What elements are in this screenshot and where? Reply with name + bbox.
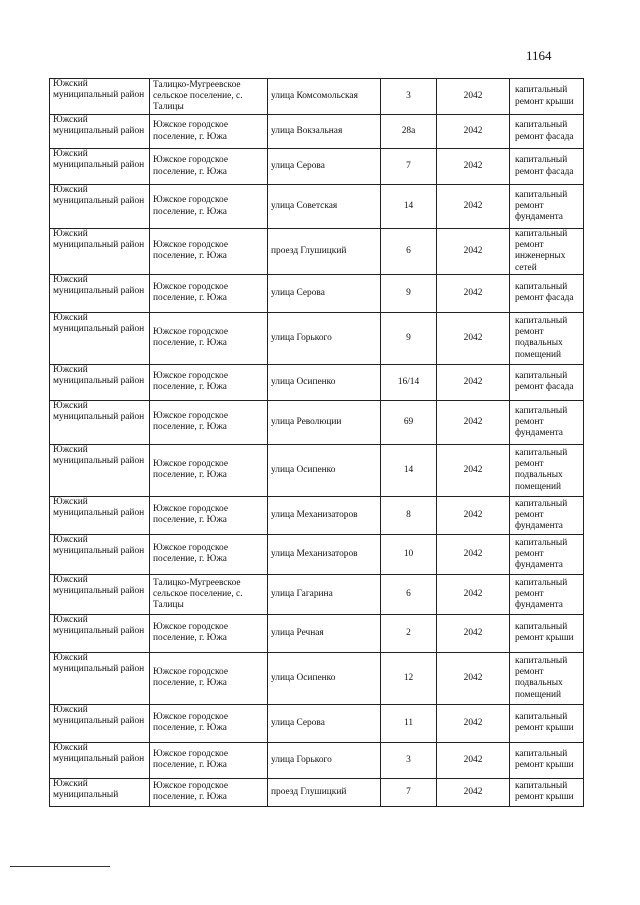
settlement-cell: Южское городское поселение, г. Южа xyxy=(150,742,268,778)
work-type-cell: капитальный ремонт крыши xyxy=(510,778,584,806)
work-type-cell: капитальный ремонт крыши xyxy=(510,79,584,115)
district-cell: Южский муниципальный район xyxy=(50,652,150,704)
house-number-cell: 3 xyxy=(381,79,437,115)
street-cell: проезд Глушицкий xyxy=(268,229,381,275)
table-row xyxy=(50,652,584,704)
house-number-cell: 7 xyxy=(381,149,437,185)
year-cell: 2042 xyxy=(437,149,510,185)
settlement-cell: Южское городское поселение, г. Южа xyxy=(150,704,268,742)
year-cell: 2042 xyxy=(437,400,510,444)
table-row xyxy=(50,312,584,364)
district-cell: Южский муниципальный район xyxy=(50,149,150,185)
page-number: 1164 xyxy=(526,48,552,63)
table-row xyxy=(50,115,584,149)
settlement-cell: Южское городское поселение, г. Южа xyxy=(150,400,268,444)
table-row xyxy=(50,444,584,496)
house-number-cell: 8 xyxy=(381,496,437,534)
year-cell: 2042 xyxy=(437,652,510,704)
work-type-cell: капитальный ремонт крыши xyxy=(510,742,584,778)
district-cell: Южский муниципальный район xyxy=(50,614,150,652)
settlement-cell: Южское городское поселение, г. Южа xyxy=(150,444,268,496)
year-cell: 2042 xyxy=(437,778,510,806)
district-cell: Южский муниципальный район xyxy=(50,534,150,574)
table-row xyxy=(50,778,584,806)
street-cell: улица Механизаторов xyxy=(268,496,381,534)
table-row xyxy=(50,400,584,444)
street-cell: улица Комсомольская xyxy=(268,79,381,115)
district-cell: Южский муниципальный xyxy=(50,778,150,806)
year-cell: 2042 xyxy=(437,364,510,400)
house-number-cell: 6 xyxy=(381,229,437,275)
house-number-cell: 2 xyxy=(381,614,437,652)
settlement-cell: Южское городское поселение, г. Южа xyxy=(150,149,268,185)
district-cell: Южский муниципальный район xyxy=(50,400,150,444)
house-number-cell: 11 xyxy=(381,704,437,742)
year-cell: 2042 xyxy=(437,496,510,534)
street-cell: улица Механизаторов xyxy=(268,534,381,574)
year-cell: 2042 xyxy=(437,274,510,312)
year-cell: 2042 xyxy=(437,704,510,742)
settlement-cell: Южское городское поселение, г. Южа xyxy=(150,312,268,364)
house-number-cell: 9 xyxy=(381,274,437,312)
year-cell: 2042 xyxy=(437,115,510,149)
work-type-cell: капитальный ремонт фундамента xyxy=(510,185,584,229)
work-type-cell: капитальный ремонт фасада xyxy=(510,364,584,400)
year-cell: 2042 xyxy=(437,574,510,614)
table-row xyxy=(50,574,584,614)
street-cell: улица Советская xyxy=(268,185,381,229)
district-cell: Южский муниципальный район xyxy=(50,444,150,496)
table-row xyxy=(50,704,584,742)
district-cell: Южский муниципальный район xyxy=(50,312,150,364)
district-cell: Южский муниципальный район xyxy=(50,229,150,275)
year-cell: 2042 xyxy=(437,614,510,652)
work-type-cell: капитальный ремонт фасада xyxy=(510,149,584,185)
work-type-cell: капитальный ремонт подвальных помещений xyxy=(510,652,584,704)
district-cell: Южский муниципальный район xyxy=(50,274,150,312)
footnote-separator xyxy=(10,866,110,867)
table-row xyxy=(50,534,584,574)
work-type-cell: капитальный ремонт фундамента xyxy=(510,534,584,574)
table-row xyxy=(50,742,584,778)
year-cell: 2042 xyxy=(437,185,510,229)
table-row xyxy=(50,229,584,275)
street-cell: улица Горького xyxy=(268,742,381,778)
district-cell: Южский муниципальный район xyxy=(50,364,150,400)
year-cell: 2042 xyxy=(437,229,510,275)
table-row xyxy=(50,79,584,115)
house-number-cell: 12 xyxy=(381,652,437,704)
settlement-cell: Южское городское поселение, г. Южа xyxy=(150,614,268,652)
table-row xyxy=(50,364,584,400)
house-number-cell: 10 xyxy=(381,534,437,574)
settlement-cell: Талицко-Мугреевское сельское поселение, с. Талицы xyxy=(150,574,268,614)
house-number-cell: 9 xyxy=(381,312,437,364)
work-type-cell: капитальный ремонт подвальных помещений xyxy=(510,444,584,496)
work-type-cell: капитальный ремонт фасада xyxy=(510,274,584,312)
district-cell: Южский муниципальный район xyxy=(50,574,150,614)
street-cell: проезд Глушицкий xyxy=(268,778,381,806)
year-cell: 2042 xyxy=(437,742,510,778)
settlement-cell: Южское городское поселение, г. Южа xyxy=(150,229,268,275)
table-row xyxy=(50,496,584,534)
district-cell: Южский муниципальный район xyxy=(50,185,150,229)
street-cell: улица Осипенко xyxy=(268,652,381,704)
house-number-cell: 14 xyxy=(381,444,437,496)
house-number-cell: 7 xyxy=(381,778,437,806)
work-type-cell: капитальный ремонт фундамента xyxy=(510,574,584,614)
settlement-cell: Южское городское поселение, г. Южа xyxy=(150,115,268,149)
year-cell: 2042 xyxy=(437,79,510,115)
district-cell: Южский муниципальный район xyxy=(50,704,150,742)
street-cell: улица Горького xyxy=(268,312,381,364)
house-number-cell: 69 xyxy=(381,400,437,444)
settlement-cell: Южское городское поселение, г. Южа xyxy=(150,496,268,534)
work-type-cell: капитальный ремонт инженерных сетей xyxy=(510,229,584,275)
district-cell: Южский муниципальный район xyxy=(50,496,150,534)
work-type-cell: капитальный ремонт фундамента xyxy=(510,496,584,534)
work-type-cell: капитальный ремонт крыши xyxy=(510,704,584,742)
district-cell: Южский муниципальный район xyxy=(50,742,150,778)
settlement-cell: Южское городское поселение, г. Южа xyxy=(150,652,268,704)
house-number-cell: 28а xyxy=(381,115,437,149)
street-cell: улица Осипенко xyxy=(268,444,381,496)
street-cell: улица Гагарина xyxy=(268,574,381,614)
house-number-cell: 3 xyxy=(381,742,437,778)
settlement-cell: Южское городское поселение, г. Южа xyxy=(150,185,268,229)
year-cell: 2042 xyxy=(437,444,510,496)
table-row xyxy=(50,185,584,229)
street-cell: улица Вокзальная xyxy=(268,115,381,149)
settlement-cell: Южское городское поселение, г. Южа xyxy=(150,274,268,312)
year-cell: 2042 xyxy=(437,534,510,574)
table-row xyxy=(50,614,584,652)
settlement-cell: Южское городское поселение, г. Южа xyxy=(150,778,268,806)
street-cell: улица Революции xyxy=(268,400,381,444)
district-cell: Южский муниципальный район xyxy=(50,115,150,149)
settlement-cell: Южское городское поселение, г. Южа xyxy=(150,534,268,574)
street-cell: улица Серова xyxy=(268,274,381,312)
street-cell: улица Речная xyxy=(268,614,381,652)
work-type-cell: капитальный ремонт крыши xyxy=(510,614,584,652)
settlement-cell: Талицко-Мугреевское сельское поселение, с. Талицы xyxy=(150,79,268,115)
work-type-cell: капитальный ремонт фасада xyxy=(510,115,584,149)
house-number-cell: 16/14 xyxy=(381,364,437,400)
street-cell: улица Серова xyxy=(268,149,381,185)
repair-schedule-table xyxy=(49,78,584,807)
street-cell: улица Осипенко xyxy=(268,364,381,400)
year-cell: 2042 xyxy=(437,312,510,364)
table-row xyxy=(50,274,584,312)
work-type-cell: капитальный ремонт подвальных помещений xyxy=(510,312,584,364)
settlement-cell: Южское городское поселение, г. Южа xyxy=(150,364,268,400)
table-row xyxy=(50,149,584,185)
district-cell: Южский муниципальный район xyxy=(50,79,150,115)
house-number-cell: 14 xyxy=(381,185,437,229)
work-type-cell: капитальный ремонт фундамента xyxy=(510,400,584,444)
street-cell: улица Серова xyxy=(268,704,381,742)
house-number-cell: 6 xyxy=(381,574,437,614)
